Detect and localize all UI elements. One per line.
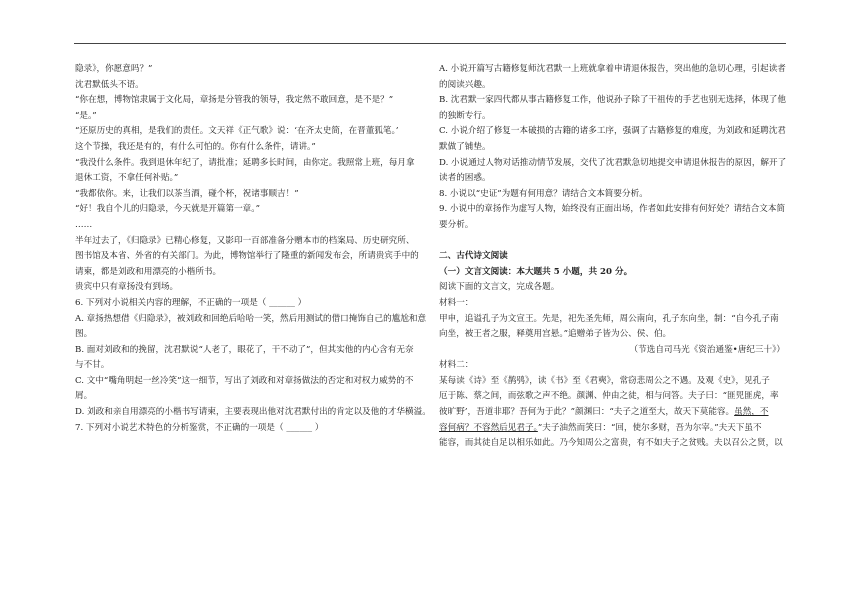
question-9: 要分析。	[439, 219, 474, 230]
story-paragraph: 贵宾中只有章扬没有到场。	[75, 282, 179, 293]
story-paragraph: “好！我自个儿的归隐录，今天就是开篇第一章。”	[75, 204, 260, 215]
story-paragraph: 图书馆及本省、外省的有关部门。为此，博物馆举行了隆重的新闻发布会，所请贵宾手中的	[75, 251, 419, 262]
story-paragraph: 这个节操，我还是有的，有什么可怕的。你有什么条件，请讲。”	[75, 141, 316, 152]
material-1-text: 向坐，被王者之服，释奠用宫悬。”追赠弟子皆为公、侯、伯。	[439, 329, 672, 340]
subsection-title: （一）文言文阅读：本大题共 5 小题，共 20 分。	[439, 266, 633, 277]
question-8: 8. 小说以“史证”为题有何用意？请结合文本简要分析。	[439, 188, 648, 199]
story-paragraph: “我都依你。来，让我们以茶当酒，碰个杯，祝诸事顺吉！”	[75, 188, 299, 199]
story-paragraph: 半年过去了，《归隐录》已精心修复，又影印一百部准备分赠本市的档案局、历史研究所、	[75, 235, 415, 246]
question-7-option-a: A. 小说开篇写古籍修复师沈君默一上班就拿着申请退休报告，突出他的急切心理，引起读者	[439, 64, 786, 74]
text-segment: ”夫子油然而笑曰：“回，使尔多财，吾为尔宰。”夫天下虽不	[537, 422, 762, 433]
instructions: 阅读下面的文言文，完成各题。	[439, 282, 560, 293]
story-paragraph: “你在想，博物馆隶属于文化局，章扬是分管我的领导，我定然不敢回意，是不是？”	[75, 95, 394, 106]
question-7-stem: 7. 下列对小说艺术特色的分析鉴赏，不正确的一项是（ ______ ）	[75, 422, 324, 433]
question-6-option-a: A. 章扬热想借《归隐录》，被刘政和回绝后哈哈一笑，然后用测试的借口掩饰自己的尴尬和意	[75, 313, 427, 324]
story-paragraph: 退休工资，不拿任何补贴。”	[75, 173, 179, 184]
section-title: 二、古代诗文阅读	[439, 251, 508, 262]
text-segment: 彼旷野’，吾道非耶？吾何为于此？”颜渊曰：“夫子之道至大，故天下莫能容。	[439, 407, 735, 418]
material-2-text: 某每读《诗》至《鹊鸮》，读《书》至《君奭》，常窃悲周公之不遇。及观《史》，见孔子	[439, 375, 770, 386]
question-7-option-d: D. 小说通过人物对话推动情节发展，交代了沈君默急切地提交申请退休报告的原因，解开了	[439, 157, 787, 168]
question-6-option-c: 屑。	[75, 391, 93, 402]
question-6-option-b: B. 面对刘政和的挽留，沈君默说“人老了，眼花了，干不动了”，但其实他的内心含有无奈	[75, 344, 414, 355]
question-7-option-c: 默做了铺垫。	[439, 141, 491, 152]
question-9: 9. 小说中的章扬作为虚写人物，始终没有正面出场，作者如此安排有何好处？请结合文本简	[439, 204, 786, 215]
story-paragraph: “还原历史的真相，是我们的责任。文天祥《正气歌》说：‘在齐太史简，在晋董狐笔。’	[75, 126, 399, 137]
question-7-option-c: C. 小说介绍了修复一本破损的古籍的诸多工序，强调了古籍修复的难度，为刘政和延聘沈君	[439, 126, 786, 137]
story-paragraph: 沈君默低头不语。	[75, 79, 144, 90]
question-6-stem: 6. 下列对小说相关内容的理解，不正确的一项是（ ______ ）	[75, 297, 307, 308]
material-2-text: 厄于陈、蔡之间，而弦歌之声不绝。颜渊、仲由之徒，相与问答。夫子曰：“匪兕匪虎，率	[439, 391, 779, 402]
left-column	[75, 62, 431, 436]
question-7-option-b: 的独断专行。	[439, 110, 491, 121]
question-7-option-a: 的阅读兴趣。	[439, 79, 491, 90]
spacer	[439, 234, 789, 250]
right-column	[439, 62, 789, 452]
material-2-label: 材料二：	[439, 360, 474, 371]
material-1-text: 甲申，追谥孔子为文宣王。先是，祀先圣先师，周公南向，孔子东向坐，制：“自今孔子南	[439, 313, 779, 324]
material-2-text	[439, 405, 789, 421]
material-2-text	[439, 421, 789, 437]
underlined-sentence: 虽然，不	[734, 407, 769, 418]
material-1-label: 材料一：	[439, 297, 474, 308]
material-1-source: （节选自司马光《资治通鉴•唐纪三十》）	[629, 344, 785, 355]
story-paragraph: 隐录》，你愿意吗？”	[75, 64, 153, 74]
question-6-option-c: C. 文中“嘴角明起一丝冷笑”这一细节，写出了刘政和对章扬做法的否定和对权力威势的不	[75, 375, 414, 386]
question-6-option-d: D. 刘政和亲自用漂亮的小楷书写请柬，主要表现出他对沈君默付出的肯定以及他的才华横溢。	[75, 407, 431, 418]
underlined-sentence: 容何病？不容然后见君子。	[439, 422, 538, 433]
story-paragraph: 请柬，都是刘政和用漂亮的小楷所书。	[75, 266, 222, 277]
story-paragraph: “我没什么条件。我到退休年纪了，请批准；延聘多长时间，由你定。我照常上班，每月拿	[75, 157, 415, 168]
question-7-option-b: B. 沈君默一家四代都从事古籍修复工作，他说孙子除了干祖传的手艺也别无选择，体现了他	[439, 95, 786, 106]
ellipsis: ……	[75, 219, 93, 230]
header-rule	[74, 43, 786, 44]
question-6-option-a: 图。	[75, 329, 93, 340]
question-6-option-b: 与不甘。	[75, 360, 110, 371]
material-2-text: 能容，而其徒自足以相乐如此。乃今知周公之富贵，有不如夫子之贫贱。夫以召公之贤，以	[439, 438, 783, 449]
question-7-option-d: 读者的困惑。	[439, 173, 491, 184]
story-paragraph: “是。”	[75, 110, 97, 121]
